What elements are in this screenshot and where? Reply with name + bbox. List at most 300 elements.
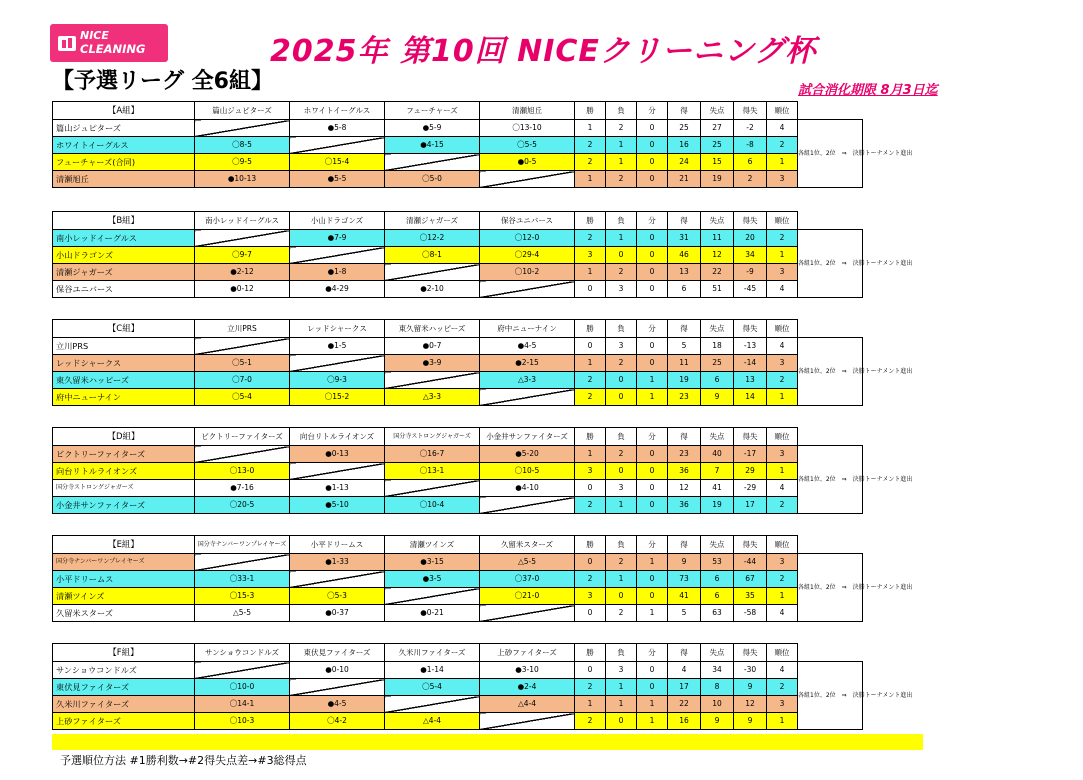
match-result: ●3-10	[480, 662, 575, 679]
stat-value: 13	[734, 372, 767, 389]
stat-value: 1	[606, 679, 637, 696]
stat-value: 0	[637, 120, 668, 137]
stat-value: 2	[606, 355, 637, 372]
stat-value: 4	[668, 662, 701, 679]
stat-value: 3	[575, 463, 606, 480]
stat-value: 0	[606, 463, 637, 480]
team-row	[53, 696, 924, 713]
stat-value: 53	[701, 554, 734, 571]
stat-value: 0	[637, 497, 668, 514]
match-result: 〇5-4	[385, 679, 480, 696]
match-result: 〇37-0	[480, 571, 575, 588]
stat-value: 2	[767, 230, 798, 247]
team-row	[53, 463, 924, 480]
match-result: 〇5-5	[480, 137, 575, 154]
stat-header: 分	[637, 320, 668, 338]
advancement-note: 各組1位、2位 ⇒ 決勝トーナメント進出	[798, 554, 863, 622]
ranking-method-text: 予選順位方法 #1勝利数→#2得失点差→#3総得点	[60, 754, 307, 767]
stat-value: 2	[575, 713, 606, 730]
team-name: 篇山ジュピターズ	[53, 120, 195, 137]
stat-value: 63	[701, 605, 734, 622]
stat-value: 67	[734, 571, 767, 588]
match-result: 〇10-5	[480, 463, 575, 480]
stat-value: 23	[668, 389, 701, 406]
stat-value: 12	[701, 247, 734, 264]
group-name: 【A組】	[53, 102, 195, 120]
stat-value: 2	[767, 571, 798, 588]
match-result: ●2-4	[480, 679, 575, 696]
team-row	[53, 480, 924, 497]
match-result: ●0-5	[480, 154, 575, 171]
match-result: 〇10-2	[480, 264, 575, 281]
stat-value: 17	[668, 679, 701, 696]
match-result: 〇10-0	[195, 679, 290, 696]
match-result: 〇9-7	[195, 247, 290, 264]
stat-value: -45	[734, 281, 767, 298]
team-name: 立川PRS	[53, 338, 195, 355]
self-match-cell	[290, 137, 385, 154]
stat-value: 2	[606, 120, 637, 137]
footer-highlight-bar	[52, 734, 923, 750]
stat-value: 2	[767, 372, 798, 389]
match-result: 〇29-4	[480, 247, 575, 264]
match-result: ●1-33	[290, 554, 385, 571]
team-row	[53, 679, 924, 696]
match-result: ●2-12	[195, 264, 290, 281]
logo-line2: CLEANING	[80, 42, 146, 56]
match-result: ●10-13	[195, 171, 290, 188]
team-row	[53, 338, 924, 355]
group-name: 【E組】	[53, 536, 195, 554]
stat-value: 0	[606, 713, 637, 730]
stat-value: 2	[575, 571, 606, 588]
stat-value: 3	[606, 338, 637, 355]
stat-value: 17	[734, 497, 767, 514]
stat-header: 得	[668, 102, 701, 120]
opponent-header: 小山ドラゴンズ	[290, 212, 385, 230]
match-result: 〇15-3	[195, 588, 290, 605]
header-row	[53, 102, 924, 120]
stat-value: 3	[606, 281, 637, 298]
stat-value: 73	[668, 571, 701, 588]
header-spacer	[798, 644, 863, 662]
stat-value: 13	[668, 264, 701, 281]
stat-header: 勝	[575, 536, 606, 554]
stat-value: 0	[575, 281, 606, 298]
match-result: ●4-10	[480, 480, 575, 497]
opponent-header: 久留米スターズ	[480, 536, 575, 554]
stat-value: 34	[701, 662, 734, 679]
match-result: 〇13-10	[480, 120, 575, 137]
stat-value: 0	[637, 247, 668, 264]
stat-value: 1	[767, 154, 798, 171]
match-result: 〇10-3	[195, 713, 290, 730]
stat-value: 0	[575, 605, 606, 622]
stat-value: 1	[575, 696, 606, 713]
match-result: 〇5-4	[195, 389, 290, 406]
team-row	[53, 389, 924, 406]
team-row	[53, 171, 924, 188]
stat-value: 3	[606, 662, 637, 679]
opponent-header: 南小レッドイーグルス	[195, 212, 290, 230]
stat-value: 2	[734, 171, 767, 188]
stat-value: 2	[575, 679, 606, 696]
self-match-cell	[480, 171, 575, 188]
stat-value: 3	[767, 264, 798, 281]
stat-value: 6	[701, 372, 734, 389]
stat-value: 1	[606, 571, 637, 588]
stat-header: 分	[637, 102, 668, 120]
self-match-cell	[195, 338, 290, 355]
team-name: 小金井サンファイターズ	[53, 497, 195, 514]
opponent-header: 篇山ジュピターズ	[195, 102, 290, 120]
opponent-header: 清瀬旭丘	[480, 102, 575, 120]
self-match-cell	[385, 480, 480, 497]
team-row	[53, 605, 924, 622]
team-name: 清瀬旭丘	[53, 171, 195, 188]
standings-table	[52, 427, 924, 514]
stat-value: 3	[767, 355, 798, 372]
self-match-cell	[385, 154, 480, 171]
match-result: 〇15-2	[290, 389, 385, 406]
match-result: 〇5-1	[195, 355, 290, 372]
stat-value: -9	[734, 264, 767, 281]
stat-value: 9	[701, 389, 734, 406]
stat-header: 順位	[767, 320, 798, 338]
stat-value: 0	[637, 679, 668, 696]
opponent-header: 東伏見ファイターズ	[290, 644, 385, 662]
stat-value: 9	[668, 554, 701, 571]
stat-value: 9	[701, 713, 734, 730]
stat-header: 分	[637, 644, 668, 662]
stat-value: 1	[767, 389, 798, 406]
match-result: ●4-29	[290, 281, 385, 298]
stat-value: 0	[637, 355, 668, 372]
stat-value: 2	[606, 605, 637, 622]
stat-value: 0	[637, 662, 668, 679]
stat-header: 失点	[701, 536, 734, 554]
stat-header: 負	[606, 428, 637, 446]
stat-value: 1	[575, 355, 606, 372]
match-result: △4-4	[385, 713, 480, 730]
stat-value: 0	[637, 571, 668, 588]
stat-value: 1	[606, 137, 637, 154]
team-row	[53, 230, 924, 247]
team-row	[53, 120, 924, 137]
team-row	[53, 571, 924, 588]
stat-value: 0	[575, 480, 606, 497]
stat-header: 順位	[767, 536, 798, 554]
group-name: 【B組】	[53, 212, 195, 230]
stat-value: 0	[606, 389, 637, 406]
stat-value: 3	[575, 247, 606, 264]
match-result: 〇20-5	[195, 497, 290, 514]
match-result: △5-5	[195, 605, 290, 622]
stat-value: 6	[701, 571, 734, 588]
stat-header: 得	[668, 644, 701, 662]
stat-value: 4	[767, 120, 798, 137]
stat-header: 得	[668, 320, 701, 338]
match-result: ●7-9	[290, 230, 385, 247]
team-row	[53, 554, 924, 571]
team-row	[53, 713, 924, 730]
match-result: △3-3	[385, 389, 480, 406]
stat-value: 18	[701, 338, 734, 355]
group-table-6	[52, 643, 923, 730]
stat-value: 1	[637, 372, 668, 389]
stat-value: 2	[575, 372, 606, 389]
team-name: フューチャーズ(合同)	[53, 154, 195, 171]
match-result: 〇14-1	[195, 696, 290, 713]
opponent-header: フューチャーズ	[385, 102, 480, 120]
stat-value: 19	[701, 497, 734, 514]
stat-value: -29	[734, 480, 767, 497]
stat-value: 3	[767, 446, 798, 463]
standings-table	[52, 643, 924, 730]
stat-value: 9	[734, 713, 767, 730]
header-row	[53, 212, 924, 230]
stat-value: 0	[637, 264, 668, 281]
stat-value: 0	[575, 338, 606, 355]
stat-value: 0	[575, 554, 606, 571]
match-result: ●0-7	[385, 338, 480, 355]
team-name: 久留米スターズ	[53, 605, 195, 622]
stat-header: 勝	[575, 644, 606, 662]
stat-value: 3	[767, 171, 798, 188]
stat-header: 失点	[701, 428, 734, 446]
stat-value: 19	[701, 171, 734, 188]
self-match-cell	[290, 463, 385, 480]
self-match-cell	[290, 679, 385, 696]
stat-header: 勝	[575, 320, 606, 338]
match-result: ●0-13	[290, 446, 385, 463]
group-name: 【D組】	[53, 428, 195, 446]
match-result: 〇5-3	[290, 588, 385, 605]
stat-value: 22	[668, 696, 701, 713]
match-result: ●5-20	[480, 446, 575, 463]
stat-value: 0	[575, 662, 606, 679]
self-match-cell	[290, 247, 385, 264]
header-row	[53, 320, 924, 338]
group-name: 【F組】	[53, 644, 195, 662]
stat-value: 31	[668, 230, 701, 247]
stat-value: 2	[575, 230, 606, 247]
group-table-2	[52, 211, 923, 298]
stat-value: 0	[637, 588, 668, 605]
match-result: ●4-5	[480, 338, 575, 355]
team-row	[53, 247, 924, 264]
stat-header: 得失	[734, 102, 767, 120]
match-result: ●4-15	[385, 137, 480, 154]
group-name: 【C組】	[53, 320, 195, 338]
stat-value: 41	[701, 480, 734, 497]
team-name: 保谷ユニバース	[53, 281, 195, 298]
stat-header: 勝	[575, 102, 606, 120]
logo-line1: NICE	[80, 29, 109, 42]
team-row	[53, 497, 924, 514]
stat-value: 12	[668, 480, 701, 497]
match-result: 〇12-2	[385, 230, 480, 247]
team-row	[53, 137, 924, 154]
stat-value: 36	[668, 497, 701, 514]
stat-value: 4	[767, 605, 798, 622]
stat-value: 36	[668, 463, 701, 480]
stat-value: 16	[668, 137, 701, 154]
match-result: ●0-10	[290, 662, 385, 679]
team-name: 久米川ファイターズ	[53, 696, 195, 713]
team-name: 小山ドラゴンズ	[53, 247, 195, 264]
team-name: レッドシャークス	[53, 355, 195, 372]
team-name: 清瀬ツインズ	[53, 588, 195, 605]
opponent-header: 清瀬ツインズ	[385, 536, 480, 554]
team-row	[53, 264, 924, 281]
team-name: サンショウコンドルズ	[53, 662, 195, 679]
standings-table	[52, 535, 924, 622]
standings-table	[52, 319, 924, 406]
stat-value: 23	[668, 446, 701, 463]
stat-value: 0	[637, 137, 668, 154]
stat-value: 1	[767, 713, 798, 730]
stat-value: 46	[668, 247, 701, 264]
match-result: 〇10-4	[385, 497, 480, 514]
stat-value: 22	[701, 264, 734, 281]
header-row	[53, 428, 924, 446]
stat-value: 1	[767, 463, 798, 480]
stat-value: 2	[575, 497, 606, 514]
stat-value: 0	[606, 588, 637, 605]
opponent-header: 立川PRS	[195, 320, 290, 338]
stat-header: 順位	[767, 212, 798, 230]
stat-value: 1	[575, 120, 606, 137]
self-match-cell	[290, 571, 385, 588]
page-title: 2025年 第10回 NICEクリーニング杯	[270, 34, 817, 69]
stat-value: 6	[734, 154, 767, 171]
stat-header: 勝	[575, 212, 606, 230]
stat-value: 4	[767, 662, 798, 679]
standings-table	[52, 101, 924, 188]
opponent-header: 小金井サンファイターズ	[480, 428, 575, 446]
stat-value: 12	[734, 696, 767, 713]
team-name: 南小レッドイーグルス	[53, 230, 195, 247]
stat-value: 4	[767, 281, 798, 298]
header-spacer	[798, 102, 863, 120]
self-match-cell	[480, 389, 575, 406]
stat-value: 1	[637, 696, 668, 713]
group-table-5	[52, 535, 923, 622]
match-result: 〇5-0	[385, 171, 480, 188]
match-result: ●1-5	[290, 338, 385, 355]
nice-cleaning-logo	[50, 24, 168, 62]
stat-value: 0	[637, 154, 668, 171]
match-result: △5-5	[480, 554, 575, 571]
self-match-cell	[385, 264, 480, 281]
opponent-header: ビクトリーファイターズ	[195, 428, 290, 446]
stat-value: 2	[575, 154, 606, 171]
deadline-text: 試合消化期限 8月3日迄	[798, 83, 938, 98]
opponent-header: サンショウコンドルズ	[195, 644, 290, 662]
stat-value: 35	[734, 588, 767, 605]
stat-header: 得	[668, 212, 701, 230]
stat-value: 6	[668, 281, 701, 298]
match-result: ●0-12	[195, 281, 290, 298]
stat-header: 勝	[575, 428, 606, 446]
stat-value: 2	[767, 497, 798, 514]
team-name: ホワイトイーグルス	[53, 137, 195, 154]
stat-value: 2	[767, 679, 798, 696]
self-match-cell	[385, 588, 480, 605]
stat-header: 負	[606, 102, 637, 120]
team-name: 上砂ファイターズ	[53, 713, 195, 730]
stat-value: 3	[575, 588, 606, 605]
match-result: 〇15-4	[290, 154, 385, 171]
advancement-note: 各組1位、2位 ⇒ 決勝トーナメント進出	[798, 338, 863, 406]
stat-value: 4	[767, 480, 798, 497]
stat-header: 失点	[701, 102, 734, 120]
match-result: 〇9-3	[290, 372, 385, 389]
stat-header: 負	[606, 320, 637, 338]
stat-value: 1	[767, 247, 798, 264]
header-row	[53, 536, 924, 554]
advancement-note: 各組1位、2位 ⇒ 決勝トーナメント進出	[798, 230, 863, 298]
stat-value: 0	[637, 446, 668, 463]
team-row	[53, 154, 924, 171]
stat-value: 14	[734, 389, 767, 406]
stat-header: 得失	[734, 212, 767, 230]
stat-value: 2	[606, 554, 637, 571]
team-row	[53, 355, 924, 372]
stat-value: 20	[734, 230, 767, 247]
opponent-header: 久米川ファイターズ	[385, 644, 480, 662]
stat-header: 得失	[734, 536, 767, 554]
stat-value: 16	[668, 713, 701, 730]
header-spacer	[798, 428, 863, 446]
stat-value: 15	[701, 154, 734, 171]
stat-header: 順位	[767, 428, 798, 446]
opponent-header: ホワイトイーグルス	[290, 102, 385, 120]
match-result: ●2-15	[480, 355, 575, 372]
stat-value: -13	[734, 338, 767, 355]
self-match-cell	[480, 713, 575, 730]
stat-value: 1	[606, 696, 637, 713]
team-name: 国分寺ストロングジャガーズ	[53, 480, 195, 497]
stat-value: 2	[606, 171, 637, 188]
stat-value: 1	[575, 171, 606, 188]
stat-header: 負	[606, 644, 637, 662]
stat-value: 1	[575, 446, 606, 463]
match-result: 〇9-5	[195, 154, 290, 171]
stat-value: 0	[637, 480, 668, 497]
stat-value: 1	[637, 389, 668, 406]
team-row	[53, 446, 924, 463]
opponent-header: 府中ニューナイン	[480, 320, 575, 338]
team-row	[53, 372, 924, 389]
stat-value: 40	[701, 446, 734, 463]
stat-value: 1	[606, 497, 637, 514]
match-result: 〇33-1	[195, 571, 290, 588]
match-result: 〇16-7	[385, 446, 480, 463]
stat-value: -14	[734, 355, 767, 372]
match-result: 〇13-0	[195, 463, 290, 480]
opponent-header: 国分寺ストロングジャガーズ	[385, 428, 480, 446]
stat-value: 1	[637, 713, 668, 730]
match-result: ●3-15	[385, 554, 480, 571]
team-name: 小平ドリームス	[53, 571, 195, 588]
stat-value: 11	[701, 230, 734, 247]
advancement-note: 各組1位、2位 ⇒ 決勝トーナメント進出	[798, 446, 863, 514]
stat-value: 8	[701, 679, 734, 696]
stat-value: 19	[668, 372, 701, 389]
match-result: ●7-16	[195, 480, 290, 497]
